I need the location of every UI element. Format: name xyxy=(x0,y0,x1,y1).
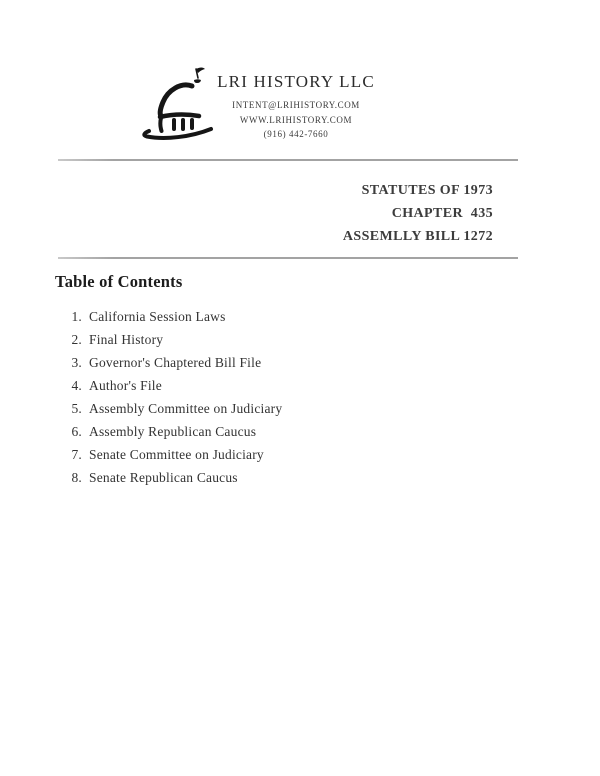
toc-item xyxy=(70,425,282,439)
toc-item-number: 2. xyxy=(71,332,82,347)
divider-top xyxy=(58,159,518,161)
toc-item-label: Governor's Chaptered Bill File xyxy=(89,355,262,370)
toc-item-label: California Session Laws xyxy=(89,309,226,324)
company-website: WWW.LRIHISTORY.COM xyxy=(239,114,353,125)
toc-item-number: 5. xyxy=(71,401,82,416)
chapter-line: CHAPTER 435 xyxy=(391,206,493,221)
toc-item xyxy=(70,379,282,393)
statutes-line: STATUTES OF 1973 xyxy=(361,183,493,198)
toc-item xyxy=(70,471,282,485)
toc-item-label: Senate Committee on Judiciary xyxy=(89,447,264,462)
company-phone: (916) 442-7660 xyxy=(263,129,329,139)
company-name: LRI HISTORY LLC xyxy=(217,72,375,91)
toc-item-label: Assembly Republican Caucus xyxy=(89,424,257,439)
toc-item-label: Assembly Committee on Judiciary xyxy=(89,401,283,416)
company-email: INTENT@LRIHISTORY.COM xyxy=(232,100,360,110)
toc-item xyxy=(70,356,282,370)
toc-item xyxy=(70,333,282,347)
divider-bottom xyxy=(58,257,518,259)
toc-item xyxy=(70,402,282,416)
toc-heading: Table of Contents xyxy=(55,272,183,291)
company-info xyxy=(0,72,592,142)
toc-item-number: 4. xyxy=(71,378,82,393)
assembly-bill-line: ASSEMLLY BILL 1272 xyxy=(342,229,493,244)
toc-item-number: 1. xyxy=(71,309,82,324)
toc-list xyxy=(70,310,282,494)
toc-item-number: 7. xyxy=(71,447,82,462)
toc-item-label: Author's File xyxy=(89,378,162,393)
toc-item-label: Final History xyxy=(89,332,164,347)
toc-item xyxy=(70,310,282,324)
toc-item xyxy=(70,448,282,462)
toc-item-number: 6. xyxy=(71,424,82,439)
case-header xyxy=(343,179,493,248)
toc-item-number: 3. xyxy=(71,355,82,370)
toc-item-number: 8. xyxy=(71,470,82,485)
toc-item-label: Senate Republican Caucus xyxy=(89,470,238,485)
